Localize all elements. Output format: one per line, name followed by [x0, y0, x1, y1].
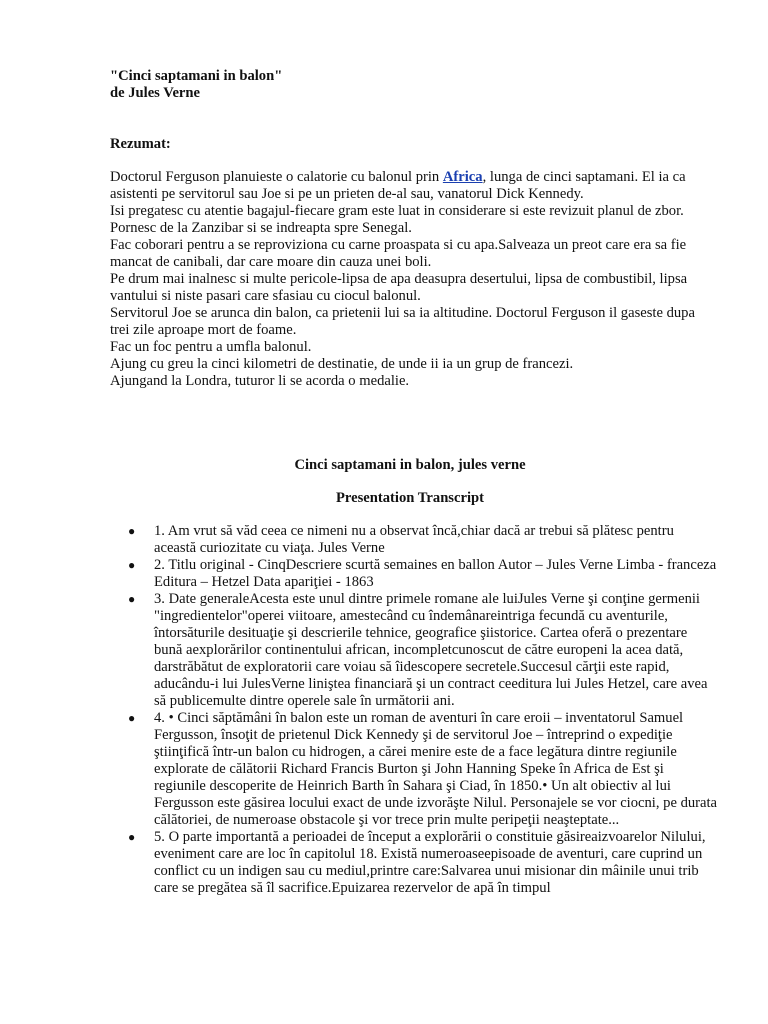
- summary-line: Ajung cu greu la cinci kilometri de destinatie, de unde ii ia un grup de francezi.: [110, 356, 574, 372]
- summary-line: Servitorul Joe se arunca din balon, ca prietenii lui sa ia altitudine. Doctorul Ferguson il gaseste dupa trei zile aproape mort de foame.: [110, 305, 695, 338]
- transcript-item: [110, 557, 718, 591]
- transcript-item: [110, 523, 718, 557]
- bullet-icon: ●: [128, 711, 136, 725]
- summary-intro-text-end: , lunga de cinci saptamani. El ia ca asistenti pe servitorul sau Joe si pe un prieten de-al sau, vanatorul Dick Kennedy.: [110, 169, 686, 202]
- summary-line: Pornesc de la Zanzibar si se indreapta spre Senegal.: [110, 220, 412, 236]
- transcript-list: [110, 523, 718, 897]
- summary-line: Fac coborari pentru a se reproviziona cu carne proaspata si cu apa.Salveaza un preot care era sa fie mancat de canibali, dar care moare din cauza unei boli.: [110, 237, 687, 270]
- transcript-item-text: 1. Am vrut să văd ceea ce nimeni nu a observat încă,chiar dacă ar trebui să plătesc pentru această curiozitate cu viaţa. Jules Verne: [154, 523, 674, 556]
- transcript-item-text: 4. • Cinci săptămâni în balon este un roman de aventuri în care eroii – inventatorul Samuel Fergusson, însoţit de prietenul Dick Kennedy şi de servitorul Joe – întreprind o expediţie ştiinţifică într-un balon cu hidrogen, a cărei menire este de a face legătura dintre regiunile explorate de călătorii Richard Francis Burton şi John Hanning Speke în Africa de Est şi regiunile descoperite de Heinrich Barth în Sahara şi Ciad, în 1850.• Un alt obiectiv al lui Fergusson este găsirea locului exact de unde izvorăşte Nilul. Personajele se vor ciocni, pe durata călătoriei, de numeroase obstacole şi vor trece prin multe peripeţii neaşteptate...: [154, 710, 718, 828]
- document-header: [110, 68, 730, 102]
- africa-link[interactable]: Africa: [442, 169, 483, 185]
- bullet-icon: ●: [128, 592, 136, 606]
- transcript-item-text: 5. O parte importantă a perioadei de început a explorării o constituie găsireaizvoarelor Nilului, eveniment care are loc în capitolul 18. Există numeroaseepisoade de aventuri, care cuprind un conflict cu un indigen sau cu mediul,printre care:Salvarea unui misionar din mâinile unui trib care se pregătea să îl sacrifice.Epuizarea rezervelor de apă în timpul: [154, 829, 706, 896]
- book-author: de Jules Verne: [110, 85, 200, 101]
- summary-intro-text-start: Doctorul Ferguson planuieste o calatorie cu balonul prin: [110, 169, 443, 185]
- summary-intro: [110, 169, 716, 203]
- section-title: Cinci saptamani in balon, jules verne: [294, 457, 526, 473]
- transcript-item-text: 3. Date generaleAcesta este unul dintre primele romane ale luiJules Verne şi conţine germenii "ingredientelor"operei viitoare, amestecând cu îndemânareintriga fecundă cu aventurile, întorsăturile desituaţie şi descrierile tehnice, geografice şiistorice. Cartea oferă o prezentare bună aexplorărilor continentului african, incompletcunoscut de către europeni la acea dată, darstrăbătut de exploratorii care voiau să îidescopere secretele.Succesul cărţii este rapid, aducându-i lui JulesVerne liniştea financiară şi un contract ceeditura lui Jules Hetzel, care avea să publicemulte dintre operele sale în următorii ani.: [154, 591, 708, 709]
- bullet-icon: ●: [128, 524, 136, 538]
- book-title: "Cinci saptamani in balon": [110, 68, 283, 84]
- summary-line: Fac un foc pentru a umfla balonul.: [110, 339, 312, 355]
- transcript-item: [110, 710, 718, 829]
- section-subtitle: Presentation Transcript: [336, 490, 484, 506]
- summary-body: [110, 169, 716, 390]
- summary-heading: Rezumat:: [110, 136, 171, 152]
- bullet-icon: ●: [128, 558, 136, 572]
- summary-line: Isi pregatesc cu atentie bagajul-fiecare gram este luat in considerare si este revizuit planul de zbor.: [110, 203, 684, 219]
- transcript-item: [110, 591, 718, 710]
- transcript-item-text: 2. Titlu original - CinqDescriere scurtă semaines en ballon Autor – Jules Verne Limba - franceza Editura – Hetzel Data apariţiei - 1863: [154, 557, 717, 590]
- transcript-item: [110, 829, 718, 897]
- summary-line: Pe drum mai inalnesc si multe pericole-lipsa de apa deasupra desertului, lipsa de combustibil, lipsa vantului si niste pasari care sfasiau cu ciocul balonul.: [110, 271, 688, 304]
- summary-line: Ajungand la Londra, tuturor li se acorda o medalie.: [110, 373, 410, 389]
- bullet-icon: ●: [128, 830, 136, 844]
